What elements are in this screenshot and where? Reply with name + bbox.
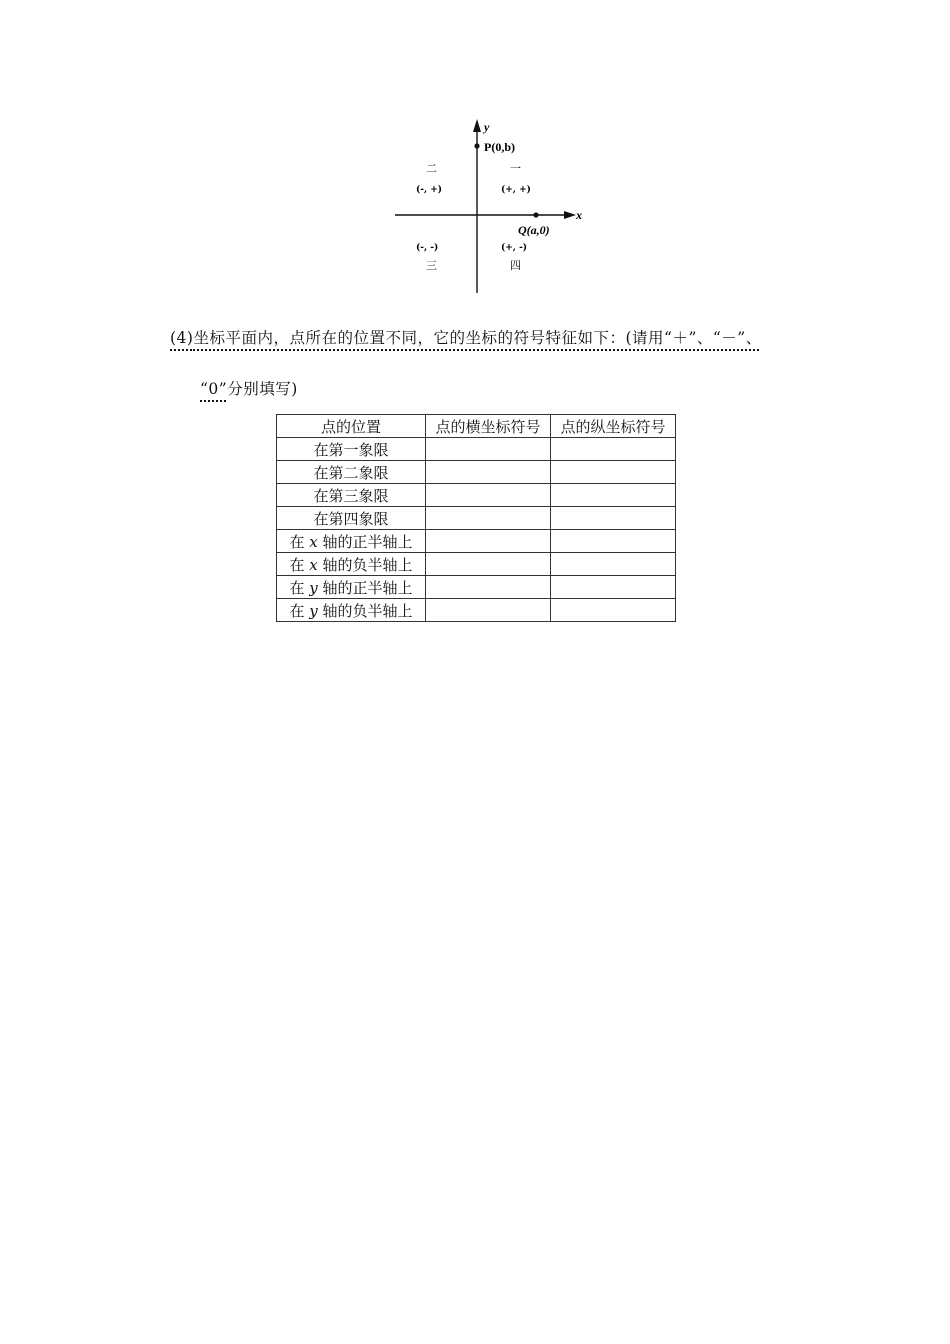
- row-position: 在第二象限: [277, 461, 426, 484]
- position-prefix: 在: [289, 578, 305, 597]
- axis-letter: y: [309, 601, 318, 620]
- row-position: [277, 553, 426, 576]
- y-sign-cell[interactable]: [551, 553, 676, 576]
- quadrant-1-name: 一: [510, 162, 521, 175]
- row-position: [277, 576, 426, 599]
- y-axis-arrow: [473, 119, 481, 132]
- y-sign-cell[interactable]: [551, 461, 676, 484]
- position-prefix: 在: [289, 601, 305, 620]
- question-emphasis-text: 坐标平面内，点所在的位置不同，它的坐标的符号特征如下：: [193, 329, 626, 347]
- quadrant-4-signs: (+, -): [501, 243, 528, 253]
- table-row: [277, 599, 676, 622]
- question-number: (4): [170, 329, 194, 347]
- y-sign-cell[interactable]: [551, 530, 676, 553]
- point-q-dot: [533, 212, 538, 217]
- coordinate-plane: [380, 110, 600, 300]
- table-row: [277, 576, 676, 599]
- axis-letter: y: [309, 578, 318, 597]
- row-position: 在第四象限: [277, 507, 426, 530]
- quadrant-2-signs: (-, +): [416, 185, 443, 195]
- row-position: [277, 530, 426, 553]
- coordinate-diagram: [380, 110, 600, 300]
- question-instruction-end: 分别填写): [227, 380, 298, 398]
- y-sign-cell[interactable]: [551, 576, 676, 599]
- quadrant-3-name: 三: [426, 259, 437, 272]
- row-position: 在第三象限: [277, 484, 426, 507]
- y-sign-cell[interactable]: [551, 599, 676, 622]
- row-position: 在第一象限: [277, 438, 426, 461]
- row-position: [277, 599, 426, 622]
- x-sign-cell[interactable]: [426, 438, 551, 461]
- table-row: [277, 553, 676, 576]
- axis-letter: x: [309, 532, 318, 551]
- zero-symbol-text: “0”: [200, 380, 228, 398]
- quadrant-3-signs: (-, -): [416, 243, 439, 253]
- header-y-sign: 点的纵坐标符号: [551, 415, 676, 438]
- table-row: [277, 438, 676, 461]
- question-line-2: [200, 377, 298, 399]
- x-sign-cell[interactable]: [426, 530, 551, 553]
- x-sign-cell[interactable]: [426, 461, 551, 484]
- quadrant-2-name: 二: [426, 162, 437, 175]
- position-suffix: 轴的负半轴上: [322, 601, 413, 620]
- x-axis-arrow: [564, 211, 576, 219]
- position-prefix: 在: [289, 532, 305, 551]
- quadrant-4-name: 四: [510, 259, 521, 272]
- axis-letter: x: [309, 555, 318, 574]
- table-row: [277, 507, 676, 530]
- x-sign-cell[interactable]: [426, 599, 551, 622]
- position-suffix: 轴的正半轴上: [322, 532, 413, 551]
- table-row: [277, 461, 676, 484]
- y-axis-label: y: [484, 120, 490, 134]
- y-sign-cell[interactable]: [551, 438, 676, 461]
- x-sign-cell[interactable]: [426, 576, 551, 599]
- x-sign-cell[interactable]: [426, 484, 551, 507]
- header-x-sign: 点的横坐标符号: [426, 415, 551, 438]
- position-suffix: 轴的负半轴上: [322, 555, 413, 574]
- x-sign-cell[interactable]: [426, 553, 551, 576]
- position-prefix: 在: [289, 555, 305, 574]
- point-q-label: Q(a,0): [518, 223, 550, 237]
- question-instruction: (请用“＋”、“－”、: [625, 329, 762, 347]
- y-sign-cell[interactable]: [551, 507, 676, 530]
- question-line-1: [170, 326, 762, 348]
- point-p-dot: [474, 143, 479, 148]
- table-row: [277, 530, 676, 553]
- table-header-row: [277, 415, 676, 438]
- quadrant-1-signs: (+, +): [501, 185, 531, 195]
- table-row: [277, 484, 676, 507]
- x-sign-cell[interactable]: [426, 507, 551, 530]
- sign-table: [276, 414, 676, 622]
- x-axis-label: x: [576, 208, 582, 222]
- y-sign-cell[interactable]: [551, 484, 676, 507]
- position-suffix: 轴的正半轴上: [322, 578, 413, 597]
- point-p-label: P(0,b): [484, 140, 515, 154]
- header-position: 点的位置: [277, 415, 426, 438]
